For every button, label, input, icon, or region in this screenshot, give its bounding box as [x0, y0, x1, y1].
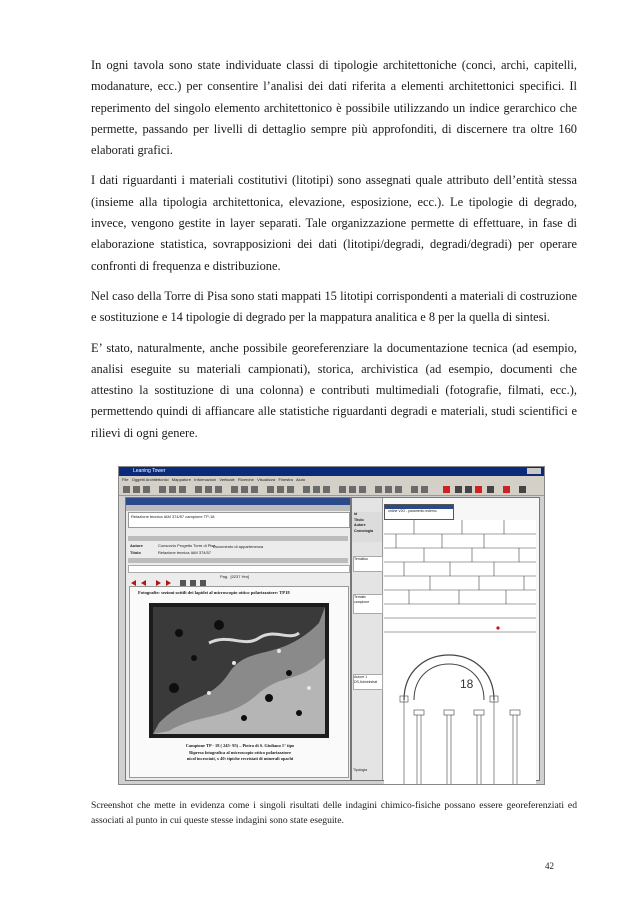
figure-caption: Screenshot che mette in evidenza come i singoli risultati delle indagini chimico-fisiche possano essere georeferenziati ed associati al punto in cui queste stesse indagini sono state eseguite.: [91, 800, 577, 826]
paragraph-4: E’ stato, naturalmente, anche possibile georeferenziare la documentazione tecnica (ad esempio, analisi eseguite su materiali campionati), storica, archivistica (ad esempio, documenti che attestino la sostituzione di una colonna) e contributi multimediali (fotografie, filmati, ecc.), permettendo quindi di affiancare alle statistiche riguardanti degradi e materiali, studi scientifici e rilievi di ogni genere.: [91, 340, 577, 440]
toolbar-icons[interactable]: [119, 484, 544, 496]
attr-cronologia-label: Cronologia: [354, 528, 373, 533]
document-window-title: [126, 498, 350, 505]
tematiso-label: Tematiso: [354, 557, 369, 561]
content-header: [128, 558, 348, 563]
paragraph-1: In ogni tavola sono state individuate classi di tipologie architettoniche (conci, archi, capitelli, modanature, ecc.) per consentire l’analisi dei dati riferita a elementi architettonici specifici. Il reperimento del singolo elemento architettonico è possibile utilizzando un indice gerarchico che permette, passando per livelli di dettaglio sempre più approfonditi, di discernere tra oltre 160 elaborati grafici.: [91, 58, 577, 158]
attribute-panel[interactable]: [352, 498, 383, 780]
thin-section-photo: [149, 603, 329, 738]
menu-items[interactable]: File Oggetti Architettonici Mappature Informazioni Verticale Ricerche Visualizza Finestra Aiuto: [122, 477, 306, 482]
page-number: 42: [545, 861, 554, 871]
titolo-value: Relazione tecnica IAM 374/57: [157, 550, 212, 555]
autore-field[interactable]: [353, 674, 383, 690]
body-text: [91, 55, 577, 444]
app-title: Leaning Tower: [133, 468, 166, 474]
attr-autore-label: Autore: [354, 523, 366, 527]
photo-caption: [140, 743, 340, 763]
tipologia-label: Tipologia: [353, 768, 368, 772]
layer-window-title: ordine V2O - paramento esterno: [388, 509, 437, 513]
record-field[interactable]: [128, 512, 350, 528]
autore1-value: DS Administrat: [354, 680, 378, 684]
layer-list[interactable]: [384, 504, 454, 520]
html-path-field[interactable]: [128, 565, 350, 573]
toolbar[interactable]: [119, 483, 544, 496]
attr-id-label: Id: [354, 512, 358, 516]
titolo-label: Titolo: [130, 550, 141, 555]
attr-titolo-label: Titolo: [354, 517, 364, 522]
tematic-field[interactable]: [353, 594, 383, 614]
photo-caption-line-3: nicol incrociati, x 40: tipiche recristati di minerali opachi: [186, 756, 294, 761]
photo-caption-line-1: Campione TP - 18 ( 245- 95) – Pietra di S. Giuliano 1° tipo: [185, 743, 295, 748]
navigation-bar[interactable]: [128, 574, 348, 582]
autore-value: Consorzio Progetto Torre di Pisa: [158, 543, 216, 548]
document-window[interactable]: [125, 497, 351, 781]
software-screenshot-figure: [118, 466, 545, 785]
autore-row: [130, 543, 330, 549]
autore1-label: Autore 1: [354, 675, 368, 679]
drawing-window[interactable]: [351, 497, 540, 781]
record-value: Relazione tecnica IAM 374/57 campione TP-18: [131, 514, 215, 519]
attribute-labels: [352, 512, 382, 542]
drawing-number: 18: [460, 677, 474, 691]
architectural-drawing: [384, 520, 536, 785]
app-title-bar: [119, 467, 544, 476]
paragraph-2: I dati riguardanti i materiali costitutivi (litotipi) sono assegnati quale attributo dell’entità stessa (insieme alla tipologia architettonica, elevazione, esposizione, ecc.). Le tipologie di degrado, invece, vengono gestite in layer separati. Tale organizzazione permette di effettuare, in fase di elaborazione statistica, sovrapposizioni dei dati (litotipi/degradi, degradi/degradi) per operare confronti di frequenza e distribuzione.: [91, 173, 577, 273]
titolo-row: [130, 550, 330, 556]
photo-title: Fotografie: sezioni sottili dei lapidei al microscopio ottico polarizzatore: TP18: [138, 590, 290, 595]
menu-bar[interactable]: [119, 476, 544, 483]
sample-point-marker[interactable]: [496, 626, 499, 629]
abstract-header: [126, 505, 350, 511]
page-zoom[interactable]: Pag. [0237 Hm]: [220, 574, 249, 579]
photo-caption-line-2: Ripresa fotografica al microscopio ottico polarizzatore: [189, 749, 291, 755]
tematic-label: Tematic: [354, 595, 367, 599]
paragraph-3: Nel caso della Torre di Pisa sono stati mappati 15 litotipi corrispondenti a materiali di costruzione e sostituzione e 14 tipologie di degrado per la mappatura analitica e 8 per la quella di sintesi.: [91, 288, 577, 325]
autore-label: Autore: [130, 543, 143, 548]
doc-header-label: Documento di appartenenza: [212, 544, 264, 549]
photo-viewer[interactable]: [129, 586, 349, 778]
tematic-value: campione: [354, 600, 370, 604]
tematiso-field[interactable]: [353, 556, 383, 572]
window-controls-icon: [527, 468, 541, 474]
tipologia-row: [353, 768, 381, 776]
